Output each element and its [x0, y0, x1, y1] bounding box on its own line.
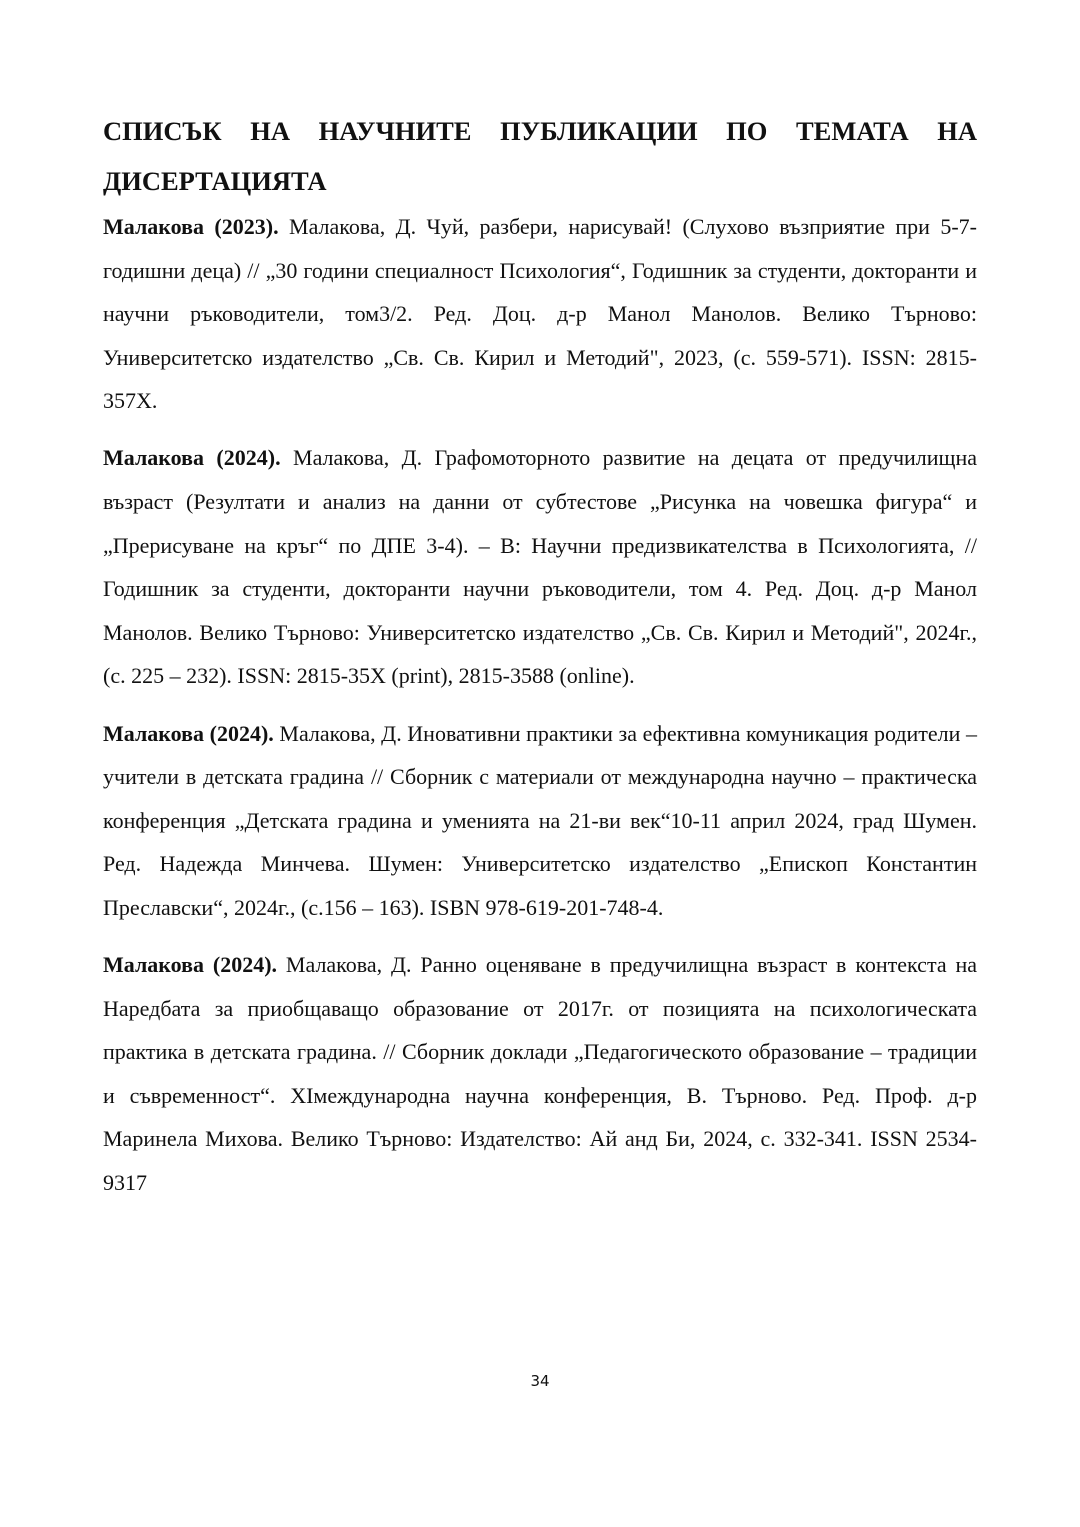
publication-entry — [103, 943, 977, 1205]
publication-text: Малакова, Д. Чуй, разбери, нарисувай! (Слухово възприятие при 5-7-годишни деца) // „30 години специалност Психология“, Годишник за студенти, докторанти и научни ръководители, том3/2. Ред. Доц. д-р Манол Манолов. Велико Търново: Университетско издателство „Св. Св. Кирил и Методий", 2023, (с. 559-571). ISSN: 2815-357X. — [103, 214, 978, 414]
publication-text: Малакова, Д. Графомоторното развитие на децата от предучилищна възраст (Резултати и анализ на данни от субтестове „Рисунка на човешка фигура“ и „Прерисуване на кръг“ по ДПЕ 3-4). – В: Научни предизвикателства в Психологията, // Годишник за студенти, докторанти научни ръководители, том 4. Ред. Доц. д-р Манол Манолов. Велико Търново: Университетско издателство „Св. Св. Кирил и Методий", 2024г., (с. 225 – 232). ISSN: 2815-35X (print), 2815-3588 (online). — [103, 445, 978, 689]
publication-text: Малакова, Д. Иновативни практики за ефективна комуникация родители – учители в детската градина // Сборник с материали от международна научно – практическа конференция „Детската градина и уменията на 21-ви век“10-11 април 2024, град Шумен. Ред. Надежда Минчева. Шумен: Университетско издателство „Епископ Константин Преславски“, 2024г., (с.156 – 163). ISBN 978-619-201-748-4. — [103, 720, 978, 920]
publication-entry — [103, 712, 977, 930]
publication-author-year: Малакова (2024). — [103, 720, 274, 746]
publication-author-year: Малакова (2024). — [103, 952, 278, 977]
publication-list — [103, 205, 977, 1218]
page-number: 34 — [530, 1372, 550, 1390]
publication-author-year: Малакова (2024). — [103, 445, 281, 471]
publication-author-year: Малакова (2023). — [103, 214, 279, 239]
page-title: СПИСЪК НА НАУЧНИТЕ ПУБЛИКАЦИИ ПО ТЕМАТА НА ДИСЕРТАЦИЯТА — [103, 116, 977, 196]
publication-text: Малакова, Д. Ранно оценяване в предучилищна възраст в контекста на Наредбата за приобщаващо образование от 2017г. от позицията на психологическата практика в детската градина. // Сборник доклади „Педагогическото образование – традиции и съвременност“. XIмеждународна научна конференция, В. Търново. Ред. Проф. д-р Маринела Михова. Велико Търново: Издателство: Ай анд Би, 2024, с. 332-341. ISSN 2534-9317 — [103, 952, 978, 1195]
publication-entry — [103, 436, 977, 698]
publication-entry — [103, 205, 977, 423]
